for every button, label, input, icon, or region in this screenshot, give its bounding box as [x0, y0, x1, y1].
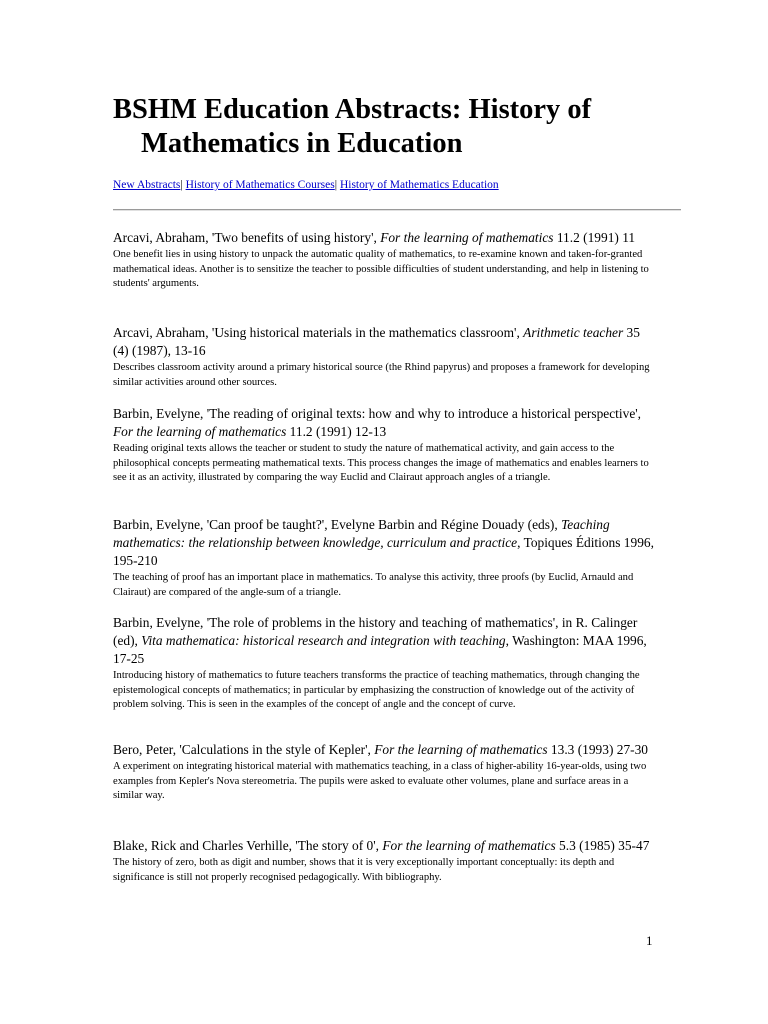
link-history-courses[interactable]: History of Mathematics Courses: [185, 179, 335, 191]
citation: [113, 741, 658, 759]
page-title: BSHM Education Abstracts: History of Mathematics in Education: [113, 94, 592, 159]
horizontal-rule: [113, 209, 681, 211]
citation-details: 13.3 (1993) 27-30: [547, 742, 648, 757]
citation-text: Barbin, Evelyne, 'Can proof be taught?', Evelyne Barbin and Régine Douady (eds),: [113, 517, 562, 532]
citation: [113, 229, 658, 247]
nav-separator: |: [180, 179, 183, 191]
abstract-entry: [113, 837, 658, 885]
nav-separator: |: [334, 179, 338, 191]
citation-details: 11.2 (1991) 11: [553, 230, 636, 245]
abstract-entry: [113, 614, 658, 713]
citation: [113, 324, 658, 360]
abstract-entry: [113, 405, 658, 486]
journal-title: For the learning of mathematics: [374, 742, 548, 757]
journal-title: For the learning of mathematics: [113, 424, 287, 439]
abstract-text: Introducing history of mathematics to future teachers transforms the practice of teaching mathematics, through changing the epistemological concepts of mathematics; in particular by emphasizing the construction of knowledge out of the activity of problem solving. This is seen in the examples of the concept of angle and the concept of curve.: [113, 670, 640, 711]
citation: [113, 405, 658, 441]
abstract-entry: [113, 741, 658, 804]
journal-title: Arithmetic teacher: [523, 325, 624, 340]
abstract-text: Reading original texts allows the teacher or student to study the nature of mathematical activity, and gain access to the philosophical concepts permeating mathematical texts. This process changes the image of mathematics and enables learners to see it as an activity, illustrated by comparing the way Euclid and Clairaut approach angles of a triangle.: [113, 443, 649, 484]
abstract-entry: [113, 324, 658, 390]
journal-title: Teaching mathematics: the relationship between knowledge, curriculum and practice: [113, 517, 610, 550]
abstract-text: A experiment on integrating historical material with mathematics teaching, in a class of higher-ability 16-year-olds, using two examples from Kepler's Nova stereometria. The pupils were asked to evaluate other volumes, plane and surface areas in a similar way.: [113, 761, 647, 802]
citation-text: Barbin, Evelyne, 'The role of problems in the history and teaching of mathematics', in R. Calinger (ed),: [113, 615, 638, 648]
citation-text: Bero, Peter, 'Calculations in the style of Kepler',: [113, 742, 375, 757]
page-number: 1: [646, 933, 653, 948]
citation-details: , Washington: MAA 1996, 17-25: [113, 633, 647, 666]
link-new-abstracts[interactable]: New Abstracts: [113, 179, 181, 191]
citation-text: Arcavi, Abraham, 'Using historical materials in the mathematics classroom',: [113, 325, 524, 340]
citation: [113, 614, 658, 668]
citation-details: 35 (4) (1987), 13-16: [113, 325, 640, 358]
abstract-text: The history of zero, both as digit and number, shows that it is very exceptionally important conceptually: its depth and significance is still not properly recognised pedagogically. With bibliography.: [113, 857, 615, 883]
abstract-text: The teaching of proof has an important place in mathematics. To analyse this activity, three proofs (by Euclid, Arnauld and Clairaut) are compared of the angle-sum of a triangle.: [113, 572, 634, 598]
citation: [113, 516, 658, 570]
journal-title: For the learning of mathematics: [382, 838, 556, 853]
abstract-entry: [113, 516, 658, 600]
abstract-text: One benefit lies in using history to unpack the automatic quality of mathematics, to re-examine known and taken-for-granted mathematical ideas. Another is to sensitize the teacher to possible difficulties of student understanding, and help in listening to students' arguments.: [113, 249, 649, 290]
citation-text: Arcavi, Abraham, 'Two benefits of using history',: [113, 230, 381, 245]
link-history-education[interactable]: History of Mathematics Education: [339, 179, 499, 191]
abstract-entry: [113, 229, 658, 292]
citation: [113, 837, 658, 855]
citation-details: 5.3 (1985) 35-47: [555, 838, 650, 853]
citation-details: 11.2 (1991) 12-13: [286, 424, 387, 439]
abstract-text: Describes classroom activity around a primary historical source (the Rhind papyrus) and proposes a framework for developing similar activities around other sources.: [113, 362, 650, 388]
citation-text: Blake, Rick and Charles Verhille, 'The story of 0',: [113, 838, 383, 853]
citation-text: Barbin, Evelyne, 'The reading of original texts: how and why to introduce a historical perspective',: [113, 406, 642, 421]
journal-title: Vita mathematica: historical research and integration with teaching: [141, 633, 506, 648]
journal-title: For the learning of mathematics: [380, 230, 554, 245]
citation-details: , Topiques Éditions 1996, 195-210: [113, 535, 654, 568]
nav-links: [113, 178, 499, 192]
